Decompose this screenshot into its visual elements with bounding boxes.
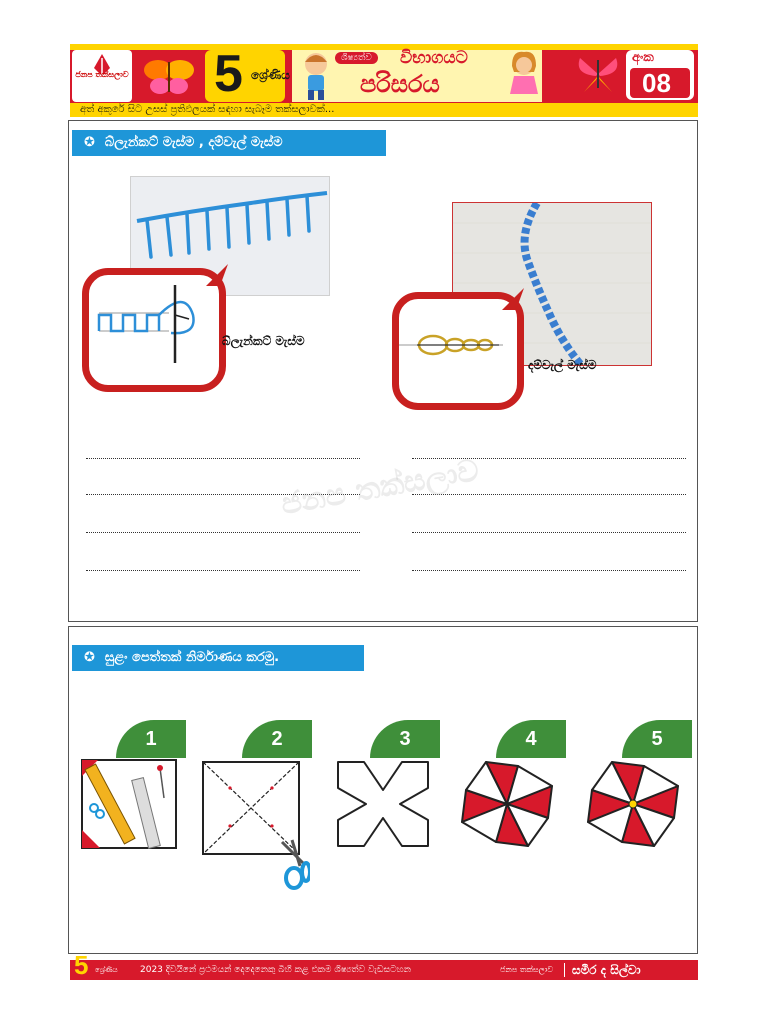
folded-square-icon	[200, 758, 310, 898]
butterfly-icon	[574, 52, 622, 96]
grade-number: 5	[214, 45, 243, 103]
watermark: ජනප තක්සලාව	[278, 452, 482, 523]
pinwheel-icon	[458, 758, 556, 850]
chain-stitch-caption: දම්වැල් මැස්ම	[528, 358, 597, 372]
section-heading-pinwheel	[72, 645, 364, 671]
star-icon: ✪	[84, 135, 95, 150]
step-2-badge: 2	[242, 720, 312, 758]
bubble-pointer	[502, 288, 528, 310]
section-heading-stitches	[72, 130, 386, 156]
answer-line[interactable]	[412, 494, 686, 495]
answer-line[interactable]	[86, 458, 360, 459]
footer-divider	[564, 963, 565, 977]
brand-logo-text: ජනප තක්සලාව	[75, 70, 129, 79]
child-girl-icon	[504, 50, 544, 102]
step-5-badge: 5	[622, 720, 692, 758]
footer-grade-logo: 5	[74, 950, 89, 980]
bubble-pointer	[206, 264, 232, 286]
step-4-badge: 4	[496, 720, 566, 758]
step-1-badge: 1	[116, 720, 186, 758]
answer-line[interactable]	[412, 570, 686, 571]
blanket-stitch-diagram	[82, 268, 226, 392]
blanket-stitch-caption: බ්ලැන්කට් මැස්ම	[222, 334, 305, 348]
issue-number: 08	[642, 68, 671, 98]
star-icon: ✪	[84, 650, 95, 665]
title-tag: ශිෂ්‍යත්ව	[335, 52, 378, 64]
title-line-2: පරිසරය	[360, 70, 440, 98]
footer-brand: ජනප තක්සලාව	[500, 965, 554, 974]
section-heading-text: සුළං පෙත්තක් නිර්මාණය කරමු.	[104, 650, 280, 665]
tagline: අත් අකුරේ සිට උසස් ප්‍රතිඵලයක් සඳහා සැබෑම තක්සලාවක්...	[80, 104, 335, 115]
butterfly-icon	[138, 52, 200, 100]
footer-grade-word: ශ්‍රේණිය	[95, 966, 118, 974]
answer-line[interactable]	[86, 532, 360, 533]
answer-line[interactable]	[86, 570, 360, 571]
title-line-1: විභාගයට	[400, 48, 468, 68]
issue-label: අංක	[632, 50, 654, 65]
section-heading-text: බ්ලැන්කට් මැස්ම , දම්වැල් මැස්ම	[104, 135, 283, 150]
tools-icon	[80, 758, 178, 850]
child-boy-icon	[296, 50, 336, 102]
pinwheel-pinned-icon	[584, 758, 682, 850]
footer-tagline: 2023 දිවයිනේ ප්‍රථමයන් දෙදෙනෙකු බිහි කළ එකම ශිෂ්‍යත්ව වැඩසටහන	[140, 965, 411, 975]
cut-square-icon	[334, 758, 432, 850]
grade-word: ශ්‍රේණිය	[251, 68, 290, 82]
step-3-badge: 3	[370, 720, 440, 758]
footer-author: සමීර ද සිල්වා	[572, 963, 641, 977]
answer-line[interactable]	[412, 532, 686, 533]
